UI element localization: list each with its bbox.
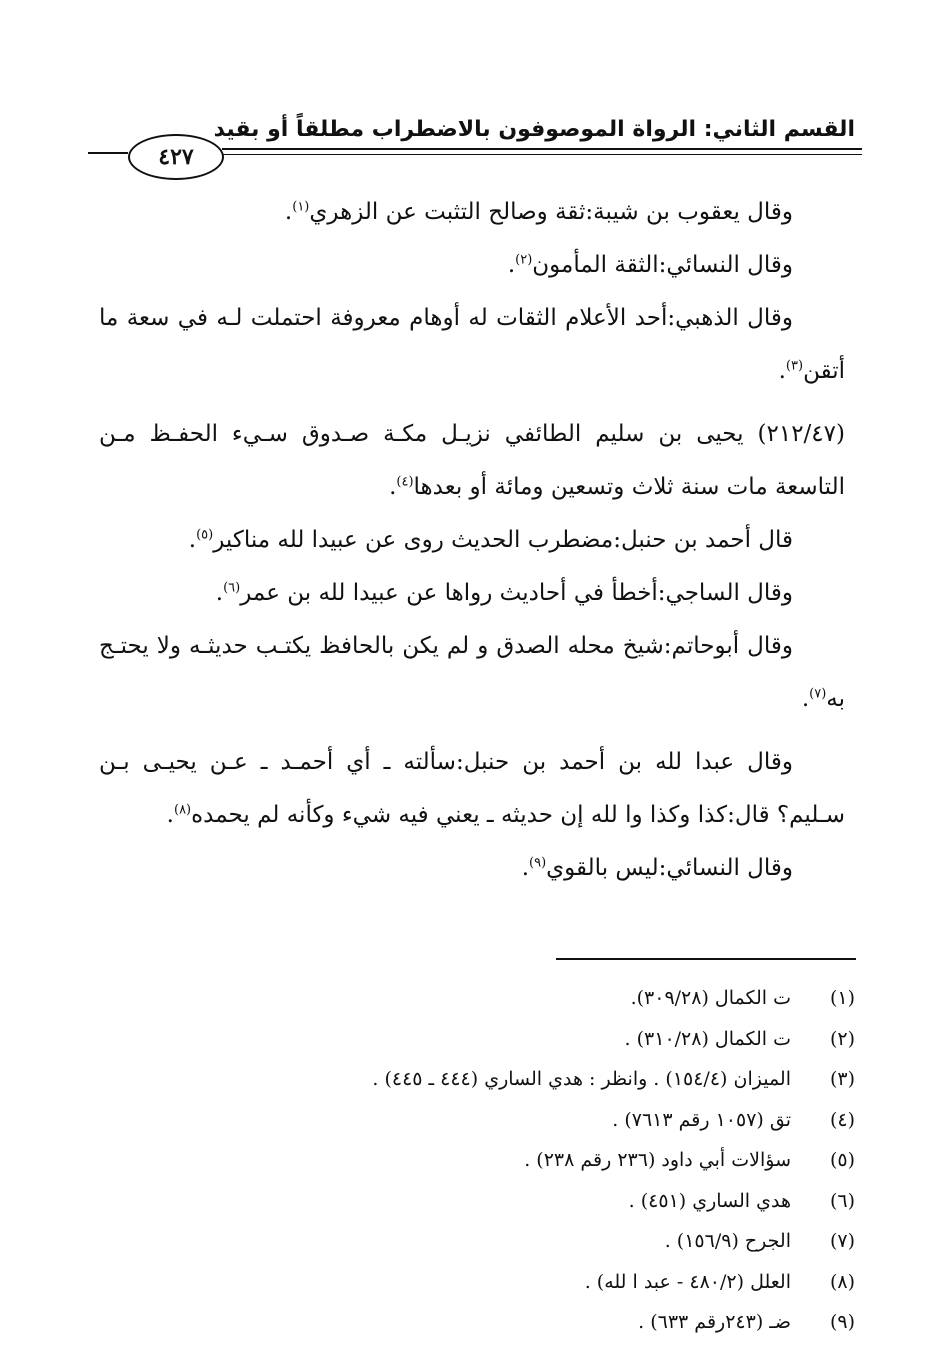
footnote-item xyxy=(235,1181,855,1222)
paragraph: قال أحمد بن حنبل:مضطرب الحديث روى عن عبيدا لله مناكير$^{(٥)}$. xyxy=(188,527,793,553)
paragraph: وقال الذهبي:أحد الأعلام الثقات له أوهام معروفة احتملت لـه في سعة ما أتقن$^{(٣)}$. xyxy=(99,305,845,384)
footnote-number: (٥) xyxy=(829,1149,855,1172)
footnote-text: تق (١٠٥٧ رقم ٧٦١٣) . xyxy=(612,1108,791,1131)
footnote-item xyxy=(235,1221,855,1262)
paragraph: وقال أبوحاتم:شيخ محله الصدق و لم يكن بالحافظ يكتـب حديثـه ولا يحتـج به$^{(٧)}$. xyxy=(99,633,845,712)
footnote-number: (٨) xyxy=(829,1270,855,1293)
footnote-item xyxy=(235,1100,855,1141)
footnote-ref: (٥) xyxy=(196,527,214,543)
footnote-number: (٤) xyxy=(829,1108,855,1131)
paragraph: وقال النسائي:ليس بالقوي$^{(٩)}$. xyxy=(521,855,793,881)
footnote-number: (٦) xyxy=(829,1189,855,1212)
footnote-ref: (٨) xyxy=(173,802,192,818)
footnote-ref: (٢) xyxy=(515,252,533,268)
header-rule-bottom xyxy=(222,154,862,155)
paragraph: وقال النسائي:الثقة المأمون$^{(٢)}$. xyxy=(507,252,793,278)
footnote-number: (٣) xyxy=(829,1068,855,1091)
footnote-ref: (٩) xyxy=(529,855,547,871)
main-text xyxy=(99,186,845,895)
page-number: ٤٢٧ xyxy=(158,144,194,170)
footnotes xyxy=(235,978,855,1343)
footnote-item xyxy=(235,978,855,1019)
footnote-item xyxy=(235,1302,855,1343)
footnote-ref: (٣) xyxy=(785,358,804,374)
footnote-ref: (٦) xyxy=(223,580,241,596)
footnote-number: (٧) xyxy=(829,1230,855,1253)
footnote-number: (٩) xyxy=(829,1311,855,1334)
header-title: القسم الثاني: الرواة الموصوفون بالاضطراب مطلقاً أو بقيد xyxy=(213,117,855,142)
footnote-text: الميزان (١٥٤/٤) . وانظر : هدي الساري (٤٤٤ ـ ٤٤٥) . xyxy=(372,1068,791,1091)
footnote-item xyxy=(235,1140,855,1181)
footnote-text: سؤالات أبي داود (٢٣٦ رقم ٢٣٨) . xyxy=(524,1149,791,1172)
footnote-text: العلل (٤٨٠/٢ - عبد ا لله) . xyxy=(584,1270,791,1293)
footnote-item xyxy=(235,1059,855,1100)
footnote-text: هدي الساري (٤٥١) . xyxy=(628,1189,791,1212)
paragraph: وقال الساجي:أخطأ في أحاديث رواها عن عبيدا لله بن عمر$^{(٦)}$. xyxy=(215,580,793,606)
footnote-item xyxy=(235,1019,855,1060)
paragraph: وقال عبدا لله بن أحمد بن حنبل:سألته ـ أي أحمـد ـ عـن يحيـى بـن سـليم؟ قال:كذا وكذا وا لله إن حديثه ـ يعني فيه شيء وكأنه لم يحمده$^{(٨)}$. xyxy=(99,749,845,828)
footnote-item xyxy=(235,1262,855,1303)
footnote-text: ت الكمال (٣٠٩/٢٨). xyxy=(630,987,791,1010)
footnote-ref: (١) xyxy=(292,199,310,215)
footnote-separator xyxy=(556,958,856,960)
paragraph: وقال يعقوب بن شيبة:ثقة وصالح التثبت عن الزهري$^{(١)}$. xyxy=(284,199,793,225)
header-rule-left xyxy=(88,152,128,154)
footnote-text: ضـ (٢٤٣رقم ٦٣٣) . xyxy=(638,1311,791,1334)
footnote-text: الجرح (١٥٦/٩) . xyxy=(664,1230,791,1253)
footnote-number: (٢) xyxy=(829,1027,855,1050)
entry-heading: (٢١٢/٤٧) يحيى بن سليم الطائفي نزيـل مكـة صـدوق سـيء الحفـظ مـن التاسعة مات سنة ثلاث وتسعين ومائة أو بعدها$^{(٤)}$. xyxy=(99,421,845,500)
header-rule-top xyxy=(222,148,862,150)
footnote-ref: (٤) xyxy=(396,474,414,490)
footnote-ref: (٧) xyxy=(809,686,827,702)
footnote-text: ت الكمال (٣١٠/٢٨) . xyxy=(624,1027,791,1050)
footnote-number: (١) xyxy=(829,987,855,1010)
page-number-oval xyxy=(128,134,224,180)
